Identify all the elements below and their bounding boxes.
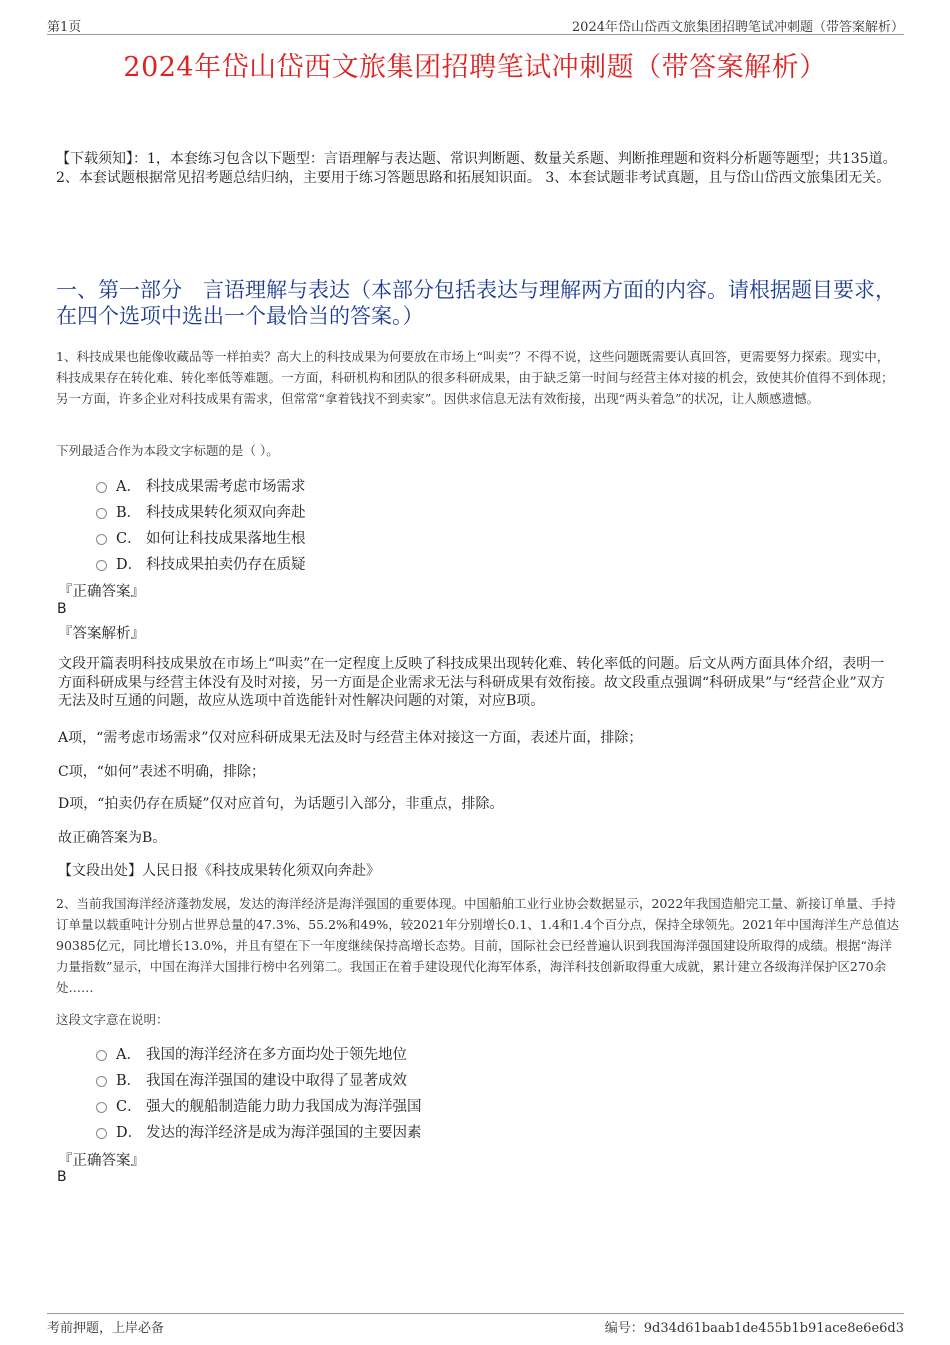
question-2-text: 2、当前我国海洋经济蓬勃发展，发达的海洋经济是海洋强国的重要体现。中国船舶工业行业协会数据显示，2022年我国造船完工量、新接订单量、手持订单量以载重吨计分别占世界总量的47.3%、55.2%和49%，较2021年分别增长0.1、1.4和1.4个百分点，保持全球领先。2021年中国海洋生产总值达90385亿元，同比增长13.0%，并且有望在下一年度继续保持高增长态势。目前，国际社会已经普遍认识到我国海洋强国建设所取得的成绩。根据“海洋力量指数”显示，中国在海洋大国排行榜中名列第二。我国正在着手建设现代化海军体系，海洋科技创新取得重大成就，累计建立各级海洋保护区270余处…… [56, 896, 899, 995]
document-title: 2024年岱山岱西文旅集团招聘笔试冲刺题（带答案解析） [123, 52, 827, 83]
download-notice: 【下载须知】：1，本套练习包含以下题型：言语理解与表达题、常识判断题、数量关系题、判断推理题和资料分析题等题型；共135道。 2、本套试题根据常见招考题总结归纳，主要用于练习答题思路和拓展知识面。 3、本套试题非考试真题，且与岱山岱西文旅集团无关。 [56, 151, 897, 186]
question-1-text: 1、科技成果也能像收藏品等一样拍卖？高大上的科技成果为何要放在市场上“叫卖”？不得不说，这些问题既需要认真回答，更需要努力探索。现实中，科技成果存在转化难、转化率低等难题。一方面，科研机构和团队的很多科研成果，由于缺乏第一时间与经营主体对接的机会，致使其价值得不到体现；另一方面，许多企业对科技成果有需求，但常常“拿着钱找不到卖家”。因供求信息无法有效衔接，出现“两头着急”的状况，让人颇感遗憾。 [56, 349, 894, 406]
question-1-options [96, 472, 306, 576]
option-a[interactable]: A． 我国的海洋经济在多方面均处于领先地位 [96, 1040, 422, 1066]
radio-icon[interactable] [96, 1050, 107, 1061]
answer-label: 『正确答案』 [58, 584, 145, 600]
analysis-text: 文段开篇表明科技成果放在市场上“叫卖”在一定程度上反映了科技成果出现转化难、转化率低的问题。后文从两方面具体介绍，表明一方面科研成果与经营主体没有及时对接，另一方面是企业需求无法与科研成果有效衔接。故文段重点强调“科研成果”与“经营企业”双方无法及时互通的问题，故应从选项中首选能针对性解决问题的对策，对应B项。 [58, 656, 885, 709]
radio-icon[interactable] [96, 560, 107, 571]
radio-icon[interactable] [96, 1076, 107, 1087]
radio-icon[interactable] [96, 1128, 107, 1139]
header-doc-title: 2024年岱山岱西文旅集团招聘笔试冲刺题（带答案解析） [571, 20, 904, 35]
radio-icon[interactable] [96, 482, 107, 493]
question-1-prompt: 下列最适合作为本段文字标题的是（ ）。 [56, 443, 279, 458]
option-a[interactable]: A． 科技成果需考虑市场需求 [96, 472, 306, 498]
document-id: 编号：9d34d61baab1de455b1b91ace8e6e6d3 [604, 1321, 904, 1336]
radio-icon[interactable] [96, 534, 107, 545]
explain-option-d: D项，“拍卖仍存在质疑”仅对应首句，为话题引入部分，非重点，排除。 [58, 796, 504, 812]
explain-option-a: A项，“需考虑市场需求”仅对应科研成果无法及时与经营主体对接这一方面，表述片面，排除； [58, 730, 643, 746]
option-c[interactable]: C． 强大的舰船制造能力助力我国成为海洋强国 [96, 1092, 422, 1118]
answer-value: B [57, 1169, 67, 1185]
answer-label: 『正确答案』 [58, 1153, 145, 1169]
radio-icon[interactable] [96, 508, 107, 519]
radio-icon[interactable] [96, 1102, 107, 1113]
text-source: 【文段出处】人民日报《科技成果转化须双向奔赴》 [58, 863, 380, 879]
question-2-prompt: 这段文字意在说明： [56, 1012, 169, 1027]
option-b[interactable]: B． 我国在海洋强国的建设中取得了显著成效 [96, 1066, 422, 1092]
explain-option-c: C项，“如何”表述不明确，排除； [58, 764, 266, 780]
page-footer [47, 1313, 904, 1337]
analysis-label: 『答案解析』 [58, 626, 145, 642]
question-2-options [96, 1040, 422, 1144]
answer-value: B [57, 601, 67, 617]
option-c[interactable]: C． 如何让科技成果落地生根 [96, 524, 306, 550]
option-b[interactable]: B． 科技成果转化须双向奔赴 [96, 498, 306, 524]
option-d[interactable]: D． 科技成果拍卖仍存在质疑 [96, 550, 306, 576]
footer-slogan: 考前押题，上岸必备 [47, 1321, 165, 1336]
conclusion: 故正确答案为B。 [58, 830, 167, 846]
page-header [47, 14, 904, 35]
section-heading: 一、第一部分 言语理解与表达（本部分包括表达与理解两方面的内容。请根据题目要求，在四个选项中选出一个最恰当的答案。） [56, 278, 896, 328]
page-number: 第1页 [47, 20, 82, 35]
option-d[interactable]: D． 发达的海洋经济是成为海洋强国的主要因素 [96, 1118, 422, 1144]
